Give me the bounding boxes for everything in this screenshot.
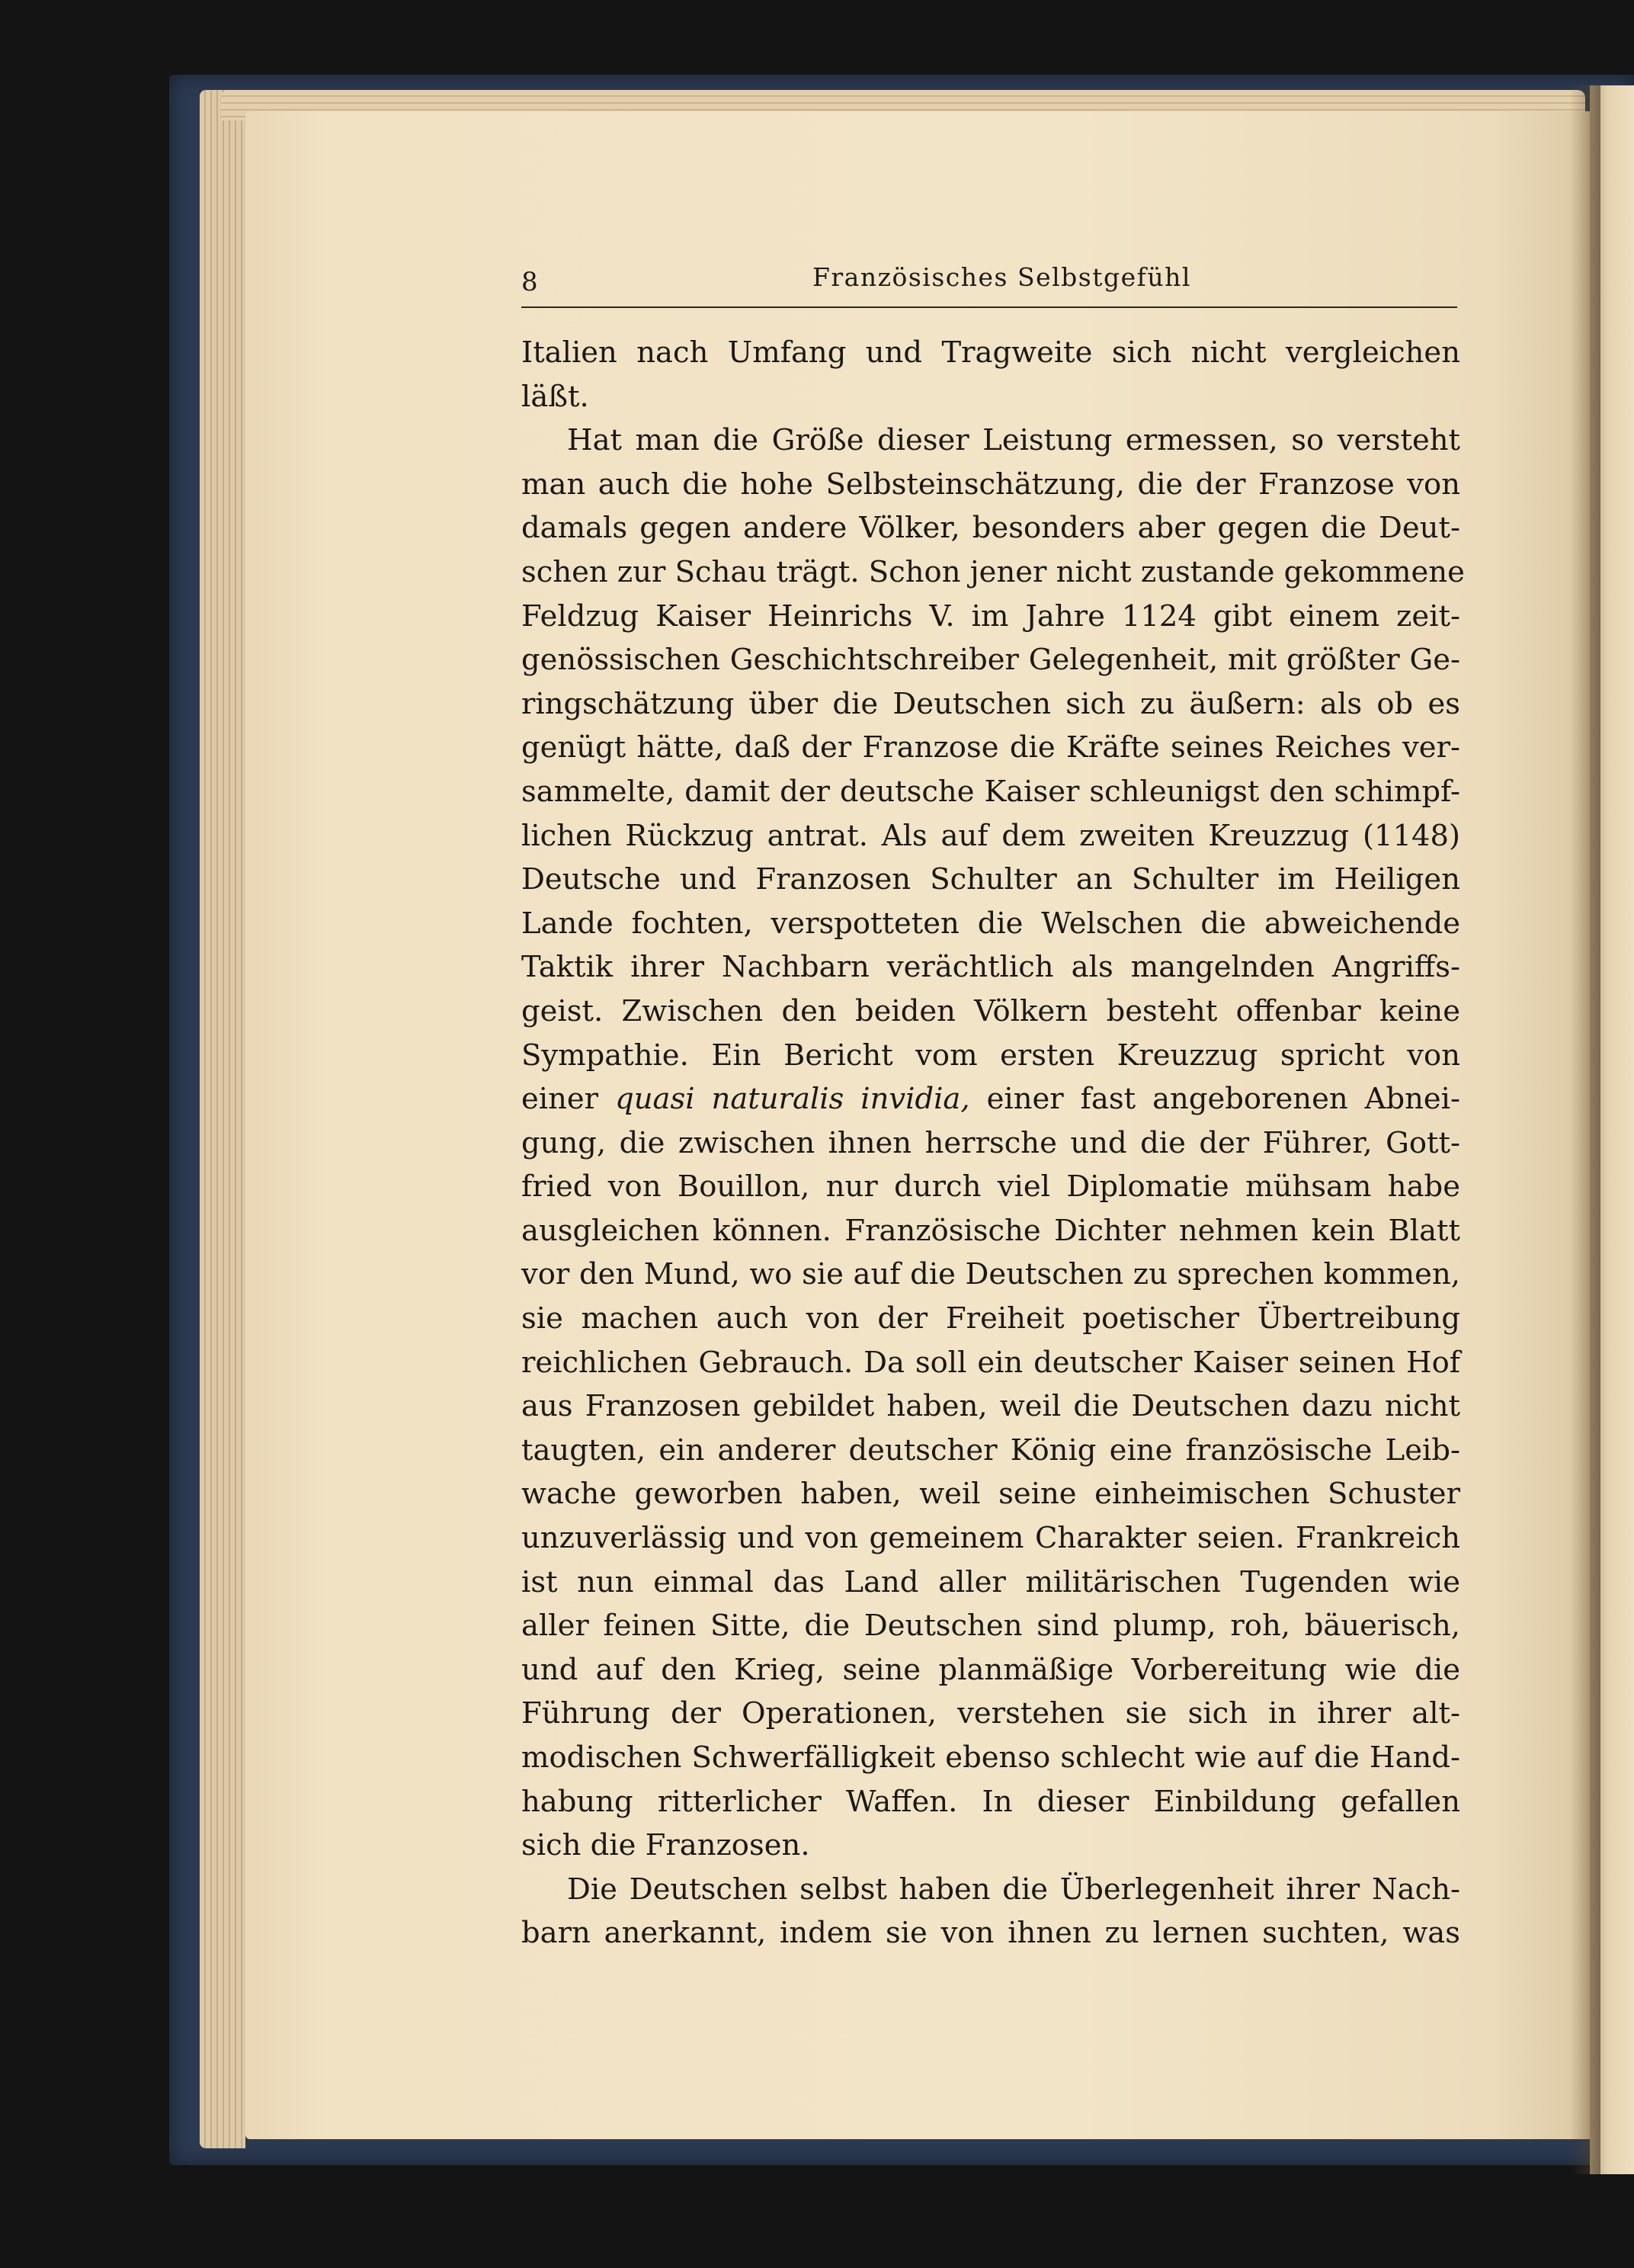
running-head: Französisches Selbstgefühl [812, 262, 1191, 292]
text-line: Deutsche und Franzosen Schulter an Schulter im Heiligen [521, 862, 1460, 897]
page-number: 8 [521, 267, 538, 297]
text-line: ringschätzung über die Deutschen sich zu äußern: als ob es [521, 686, 1460, 721]
text-line: genössischen Geschichtschreiber Gelegenheit, mit größter Ge- [521, 643, 1460, 678]
page-gutter-shadow [1570, 85, 1600, 2174]
text-line [521, 1077, 1460, 1121]
text-line: lichen Rückzug antrat. Als auf dem zweiten Kreuzzug (1148) [521, 818, 1460, 853]
body-text [521, 331, 1465, 1955]
text-line: Sympathie. Ein Bericht vom ersten Kreuzzug spricht von [521, 1038, 1460, 1073]
text-line: Italien nach Umfang und Tragweite sich nicht vergleichen [521, 335, 1460, 370]
text-line: habung ritterlicher Waffen. In dieser Einbildung gefallen [521, 1784, 1460, 1819]
text-line: damals gegen andere Völker, besonders aber gegen die Deut- [521, 511, 1460, 546]
text-line: gung, die zwischen ihnen herrsche und die der Führer, Gott- [521, 1125, 1460, 1160]
text-line: reichlichen Gebrauch. Da soll ein deutscher Kaiser seinen Hof [521, 1345, 1460, 1380]
text-line: sammelte, damit der deutsche Kaiser schleunigst den schimpf- [521, 774, 1460, 809]
text-line: geist. Zwischen den beiden Völkern besteht offenbar keine [521, 993, 1460, 1028]
latin-quote: quasi naturalis invidia, [615, 1082, 970, 1117]
text-line: man auch die hohe Selbsteinschätzung, die der Franzose von [521, 467, 1460, 502]
text-line: fried von Bouillon, nur durch viel Diplomatie mühsam habe [521, 1169, 1460, 1205]
text-line: Lande fochten, verspotteten die Welschen die abweichende [521, 906, 1460, 941]
text-line: ist nun einmal das Land aller militärischen Tugenden wie [521, 1564, 1460, 1599]
page-edges [200, 90, 245, 2148]
text-line: schen zur Schau trägt. Schon jener nicht zustande gekommene [521, 554, 1465, 589]
text-line: Hat man die Größe dieser Leistung ermessen, so versteht [567, 423, 1460, 458]
text-line: taugten, ein anderer deutscher König eine französische Leib- [521, 1432, 1460, 1468]
text-line: modischen Schwerfälligkeit ebenso schlecht wie auf die Hand- [521, 1740, 1460, 1775]
text-line: aus Franzosen gebildet haben, weil die Deutschen dazu nicht [521, 1389, 1460, 1424]
text-line: läßt. [521, 379, 589, 414]
text-line: vor den Mund, wo sie auf die Deutschen zu sprechen kommen, [521, 1257, 1460, 1292]
text-line: sie machen auch von der Freiheit poetischer Übertreibung [521, 1301, 1460, 1336]
text-line: unzuverlässig und von gemeinem Charakter seien. Frankreich [521, 1521, 1460, 1556]
text-line: Feldzug Kaiser Heinrichs V. im Jahre 1124 gibt einem zeit- [521, 598, 1460, 634]
text-line: sich die Franzosen. [521, 1828, 810, 1863]
text-line: barn anerkannt, indem sie von ihnen zu lernen suchten, was [521, 1916, 1460, 1951]
text-line: und auf den Krieg, seine planmäßige Vorbereitung wie die [521, 1652, 1460, 1687]
text-line: Führung der Operationen, verstehen sie sich in ihrer alt- [521, 1696, 1460, 1731]
text-line: ausgleichen können. Französische Dichter nehmen kein Blatt [521, 1213, 1460, 1248]
text-segment: einer [521, 1082, 616, 1117]
text-line: Die Deutschen selbst haben die Überlegenheit ihrer Nach- [567, 1872, 1460, 1907]
text-line: wache geworben haben, weil seine einheimischen Schuster [521, 1477, 1460, 1512]
page-header [521, 259, 1457, 308]
text-line: aller feinen Sitte, die Deutschen sind plump, roh, bäuerisch, [521, 1609, 1460, 1644]
text-line: Taktik ihrer Nachbarn verächtlich als mangelnden Angriffs- [521, 950, 1460, 985]
text-segment: einer fast angeborenen Abnei- [969, 1082, 1460, 1117]
text-line: genügt hätte, daß der Franzose die Kräfte seines Reiches ver- [521, 730, 1460, 765]
